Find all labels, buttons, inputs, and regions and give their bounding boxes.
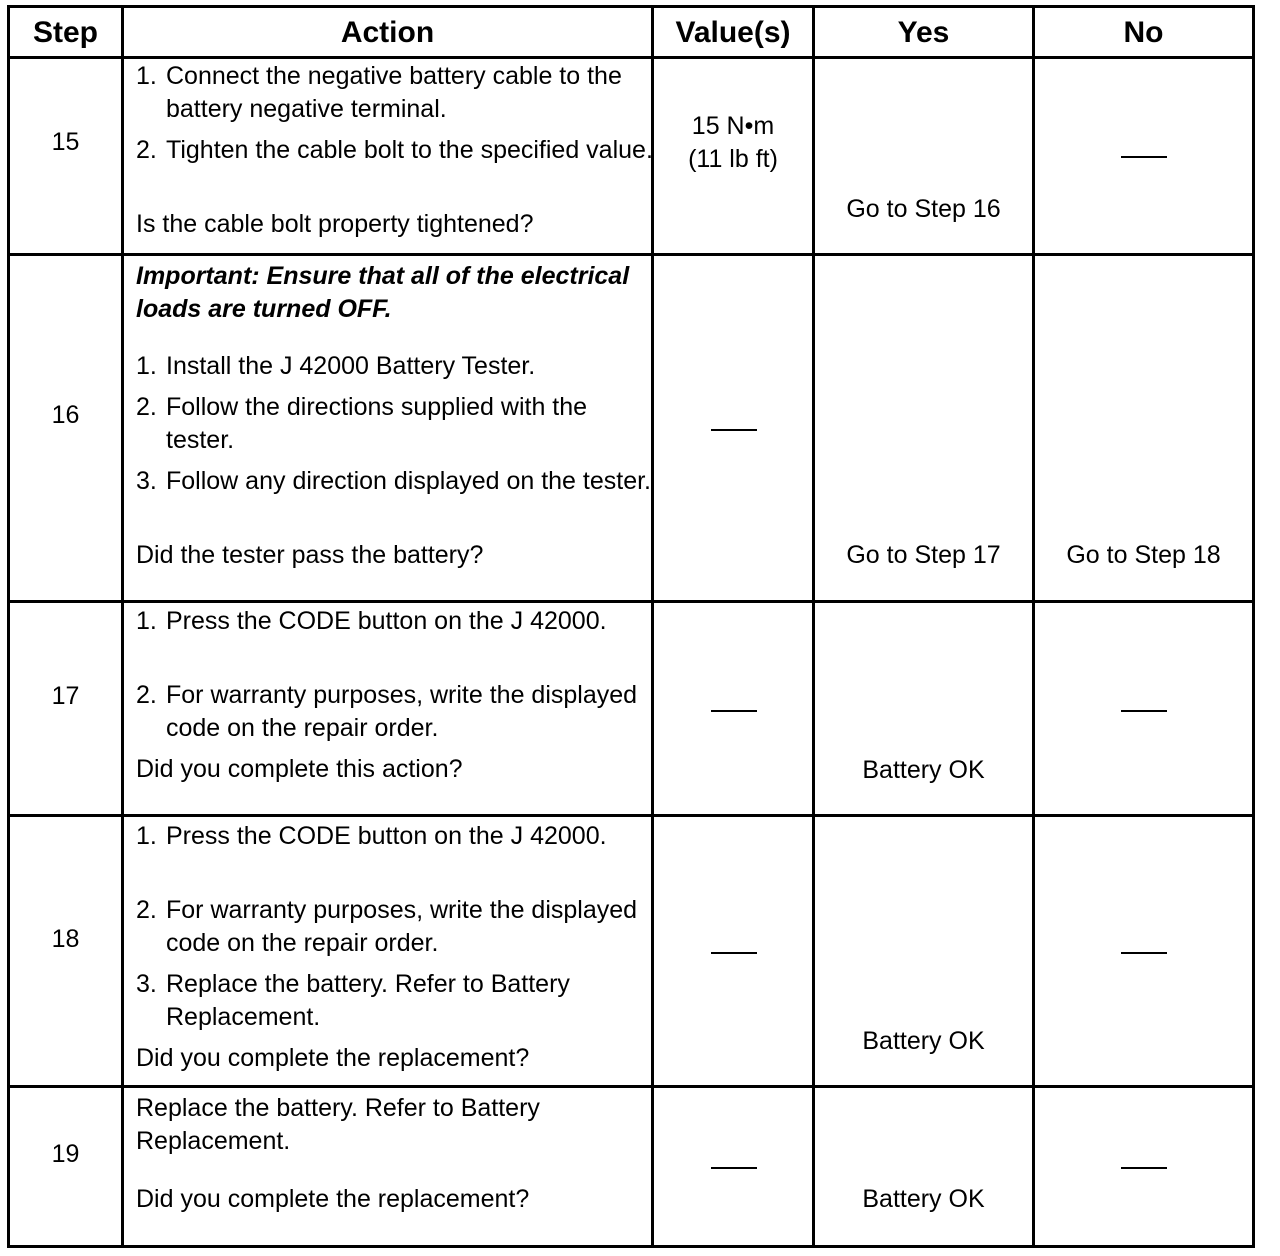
no-cell: Go to Step 18 [1066, 541, 1221, 569]
action-step [136, 968, 656, 1034]
action-step [136, 465, 656, 498]
step-text: Replace the battery. Refer to Battery Replacement. [166, 970, 570, 1031]
action-step [136, 350, 656, 383]
action-step [136, 134, 656, 167]
yes-cell: Go to Step 16 [846, 195, 1001, 223]
yes-cell: Battery OK [862, 1185, 985, 1213]
action-step [136, 894, 656, 960]
value-cell-dash [711, 1167, 757, 1169]
value-cell-dash [711, 952, 757, 954]
step-number: 15 [51, 128, 80, 156]
row-divider [10, 253, 1252, 256]
step-index: 2. [136, 393, 157, 421]
header-no: No [1123, 15, 1164, 49]
step-text: For warranty purposes, write the displayed code on the repair order. [166, 896, 638, 957]
step-text: Tighten the cable bolt to the specified value. [166, 136, 653, 164]
action-question: Did you complete the replacement? [136, 1185, 530, 1213]
yes-cell: Battery OK [862, 756, 985, 784]
action-step [136, 679, 656, 745]
row-divider [10, 600, 1252, 603]
step-text: Follow the directions supplied with the tester. [166, 393, 588, 454]
step-index: 1. [136, 62, 157, 90]
yes-cell: Battery OK [862, 1027, 985, 1055]
action-step [136, 391, 656, 457]
header-values: Value(s) [675, 15, 791, 49]
step-index: 3. [136, 970, 157, 998]
step-number: 17 [51, 682, 80, 710]
important-note: Important: Ensure that all of the electrical loads are turned OFF. [136, 262, 630, 323]
step-text: Follow any direction displayed on the tester. [166, 467, 651, 495]
action-question: Did you complete the replacement? [136, 1044, 530, 1072]
step-index: 1. [136, 822, 157, 850]
step-index: 3. [136, 467, 157, 495]
step-text: Press the CODE button on the J 42000. [166, 607, 607, 635]
value-metric: 15 N•m [691, 112, 775, 140]
step-text: Press the CODE button on the J 42000. [166, 822, 607, 850]
action-text: Replace the battery. Refer to Battery Replacement. [136, 1094, 540, 1155]
action-question: Is the cable bolt property tightened? [136, 210, 534, 238]
step-index: 2. [136, 136, 157, 164]
step-number: 18 [51, 925, 80, 953]
action-question: Did you complete this action? [136, 755, 463, 783]
yes-cell: Go to Step 17 [846, 541, 1001, 569]
step-index: 2. [136, 681, 157, 709]
row-divider [10, 814, 1252, 817]
row-divider [10, 1085, 1252, 1088]
step-index: 1. [136, 607, 157, 635]
no-cell-dash [1121, 710, 1167, 712]
column-divider [1032, 8, 1035, 1245]
step-text: Connect the negative battery cable to the battery negative terminal. [166, 62, 622, 123]
value-cell [654, 110, 812, 176]
no-cell-dash [1121, 952, 1167, 954]
step-index: 2. [136, 896, 157, 924]
header-yes: Yes [897, 15, 950, 49]
action-step [136, 820, 656, 853]
action-step [136, 605, 656, 638]
no-cell-dash [1121, 156, 1167, 158]
diagnostic-table [7, 5, 1255, 1248]
value-cell-dash [711, 429, 757, 431]
header-step: Step [32, 15, 98, 49]
action-step [136, 60, 656, 126]
step-text: Install the J 42000 Battery Tester. [166, 352, 536, 380]
header-action: Action [340, 15, 435, 49]
step-number: 19 [51, 1140, 80, 1168]
value-imperial: (11 lb ft) [688, 145, 778, 173]
step-index: 1. [136, 352, 157, 380]
value-cell-dash [711, 710, 757, 712]
step-text: For warranty purposes, write the displayed code on the repair order. [166, 681, 638, 742]
step-number: 16 [51, 401, 80, 429]
no-cell-dash [1121, 1167, 1167, 1169]
column-divider [121, 8, 124, 1245]
action-question: Did the tester pass the battery? [136, 541, 484, 569]
